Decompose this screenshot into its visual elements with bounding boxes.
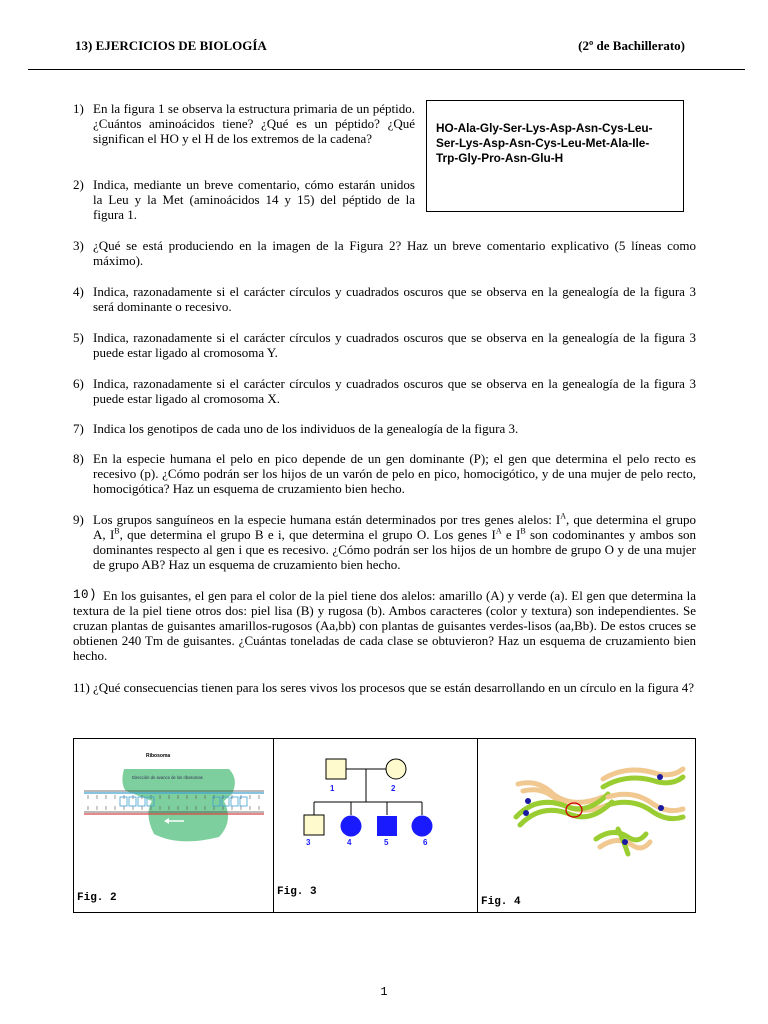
centromere	[622, 839, 628, 845]
peptide-line-3: Trp-Gly-Pro-Asn-Glu-H	[436, 151, 564, 165]
question-5	[73, 330, 696, 360]
figure-3-pedigree	[274, 739, 478, 912]
question-number: 4)	[73, 284, 84, 299]
ribosome-title: Ribosoma	[146, 753, 171, 759]
question-10	[73, 588, 696, 663]
question-text: Indica, razonadamente si el carácter círculos y cuadrados oscuros que se observa en la genealogía de la figura 3 puede estar ligado al cromosoma X.	[93, 376, 696, 406]
peptide-line-2: Ser-Lys-Asp-Asn-Cys-Leu-Met-Ala-Ile-	[436, 136, 650, 150]
question-1	[73, 101, 415, 146]
header-divider	[28, 69, 745, 70]
centromere	[658, 805, 664, 811]
question-number: 3)	[73, 238, 84, 253]
question-number: 8)	[73, 451, 84, 466]
question-text: Indica, razonadamente si el carácter círculos y cuadrados oscuros que se observa en la genealogía de la figura 3 será dominante o recesivo.	[93, 284, 696, 314]
question-number: 2)	[73, 177, 84, 192]
question-number: 7)	[73, 421, 84, 436]
question-4	[73, 284, 696, 314]
question-text: En la especie humana el pelo en pico depende de un gen dominante (P); el gen que determina el pelo recto es recesivo (p). ¿Cómo podrán ser los hijos de un varón de pelo en pico, homocigótico, y de una mujer de pelo recto, homocigótica? Haz un esquema de cruzamiento bien hecho.	[93, 451, 696, 496]
question-number: 11)	[73, 680, 90, 695]
figure-3-label: Fig. 3	[277, 886, 317, 898]
chromatid-green	[603, 777, 683, 787]
question-11	[73, 680, 696, 695]
question-3	[73, 238, 696, 268]
ribosome-caption: Dirección de avance de los ribosomas	[132, 775, 203, 780]
question-2	[73, 177, 415, 222]
question-number: 6)	[73, 376, 84, 391]
question-text: En la figura 1 se observa la estructura primaria de un péptido. ¿Cuántos aminoácidos tiene? ¿Qué es un péptido? ¿Qué significan el HO y el H de los extremos de la cadena?	[93, 101, 415, 146]
question-text: Indica, mediante un breve comentario, cómo estarán unidos la Leu y la Met (aminoácidos 14 y 15) del péptido de la figura 1.	[93, 177, 415, 222]
header-course: (2º de Bachillerato)	[578, 38, 685, 53]
question-number: 1)	[73, 101, 84, 116]
question-6	[73, 376, 696, 406]
individual-1-male	[326, 759, 346, 779]
question-text: ¿Qué se está produciendo en la imagen de la Figura 2? Haz un breve comentario explicativo (5 líneas como máximo).	[93, 238, 696, 268]
page-number: 1	[380, 985, 388, 999]
individual-4-female-affected	[341, 816, 362, 837]
figure-4-label: Fig. 4	[481, 896, 521, 908]
figure-2-label: Fig. 2	[77, 892, 117, 904]
question-number: 9)	[73, 512, 84, 527]
question-text: En los guisantes, el gen para el color de la piel tiene dos alelos: amarillo (A) y verde (a). El gen que determina la textura de la piel tiene otros dos: piel lisa (B) y rugosa (b). Ambos caracteres (color y textura) son independientes. Se cruzan plantas de guisantes amarillos-rugosos (Aa,bb) con plantas de guisantes verdes-lisos (aa,Bb). De estos cruces se obtienen 240 Tm de guisantes. ¿Cuántas toneladas de cada clase se obtuvieron? Haz un esquema de cruzamiento bien hecho.	[73, 588, 696, 663]
peptide-line-1: HO-Ala-Gly-Ser-Lys-Asp-Asn-Cys-Leu-	[436, 121, 653, 135]
individual-label: 6	[423, 838, 428, 847]
individual-label: 3	[306, 838, 311, 847]
individual-label: 5	[384, 838, 389, 847]
question-text: Indica los genotipos de cada uno de los individuos de la genealogía de la figura 3.	[93, 421, 519, 436]
individual-label: 2	[391, 784, 396, 793]
question-text: Los grupos sanguíneos en la especie humana están determinados por tres genes alelos: $I^A$, que determina el grupo A, $I^B$, que determina el grupo B e i, que determina el grupo O. Los genes $I^A$ e $I^B$ son codominantes y ambos son dominantes respecto al gen i que es recesivo. ¿Cómo podrán ser los hijos de un hombre de grupo O y de una mujer de grupo AB? Haz un esquema de cruzamiento bien hecho.	[93, 511, 697, 572]
figure-2-translation	[74, 739, 274, 912]
question-9	[73, 512, 696, 572]
individual-3-male	[304, 815, 324, 835]
individual-5-male-affected	[377, 816, 397, 836]
individual-label: 1	[330, 784, 335, 793]
centromere	[657, 774, 663, 780]
chromatid-orange	[518, 783, 603, 803]
figure-4-crossing-over	[478, 739, 695, 912]
question-8	[73, 451, 696, 496]
ribosome-diagram	[74, 739, 273, 912]
question-7	[73, 421, 696, 436]
figures-panel	[73, 738, 696, 913]
question-text: ¿Qué consecuencias tienen para los seres vivos los procesos que se están desarrollando en un círculo en la figura 4?	[93, 680, 695, 695]
question-text: Indica, razonadamente si el carácter círculos y cuadrados oscuros que se observa en la genealogía de la figura 3 puede estar ligado al cromosoma Y.	[93, 330, 696, 360]
centromere	[523, 810, 529, 816]
question-number: 10)	[73, 588, 98, 602]
question-number: 5)	[73, 330, 84, 345]
individual-2-female	[386, 759, 406, 779]
header-title: 13) EJERCICIOS DE BIOLOGÍA	[75, 38, 267, 53]
individual-label: 4	[347, 838, 352, 847]
individual-6-female-affected	[412, 816, 433, 837]
chromosome-diagram	[478, 739, 695, 912]
peptide-sequence-box	[426, 100, 684, 212]
centromere	[525, 798, 531, 804]
